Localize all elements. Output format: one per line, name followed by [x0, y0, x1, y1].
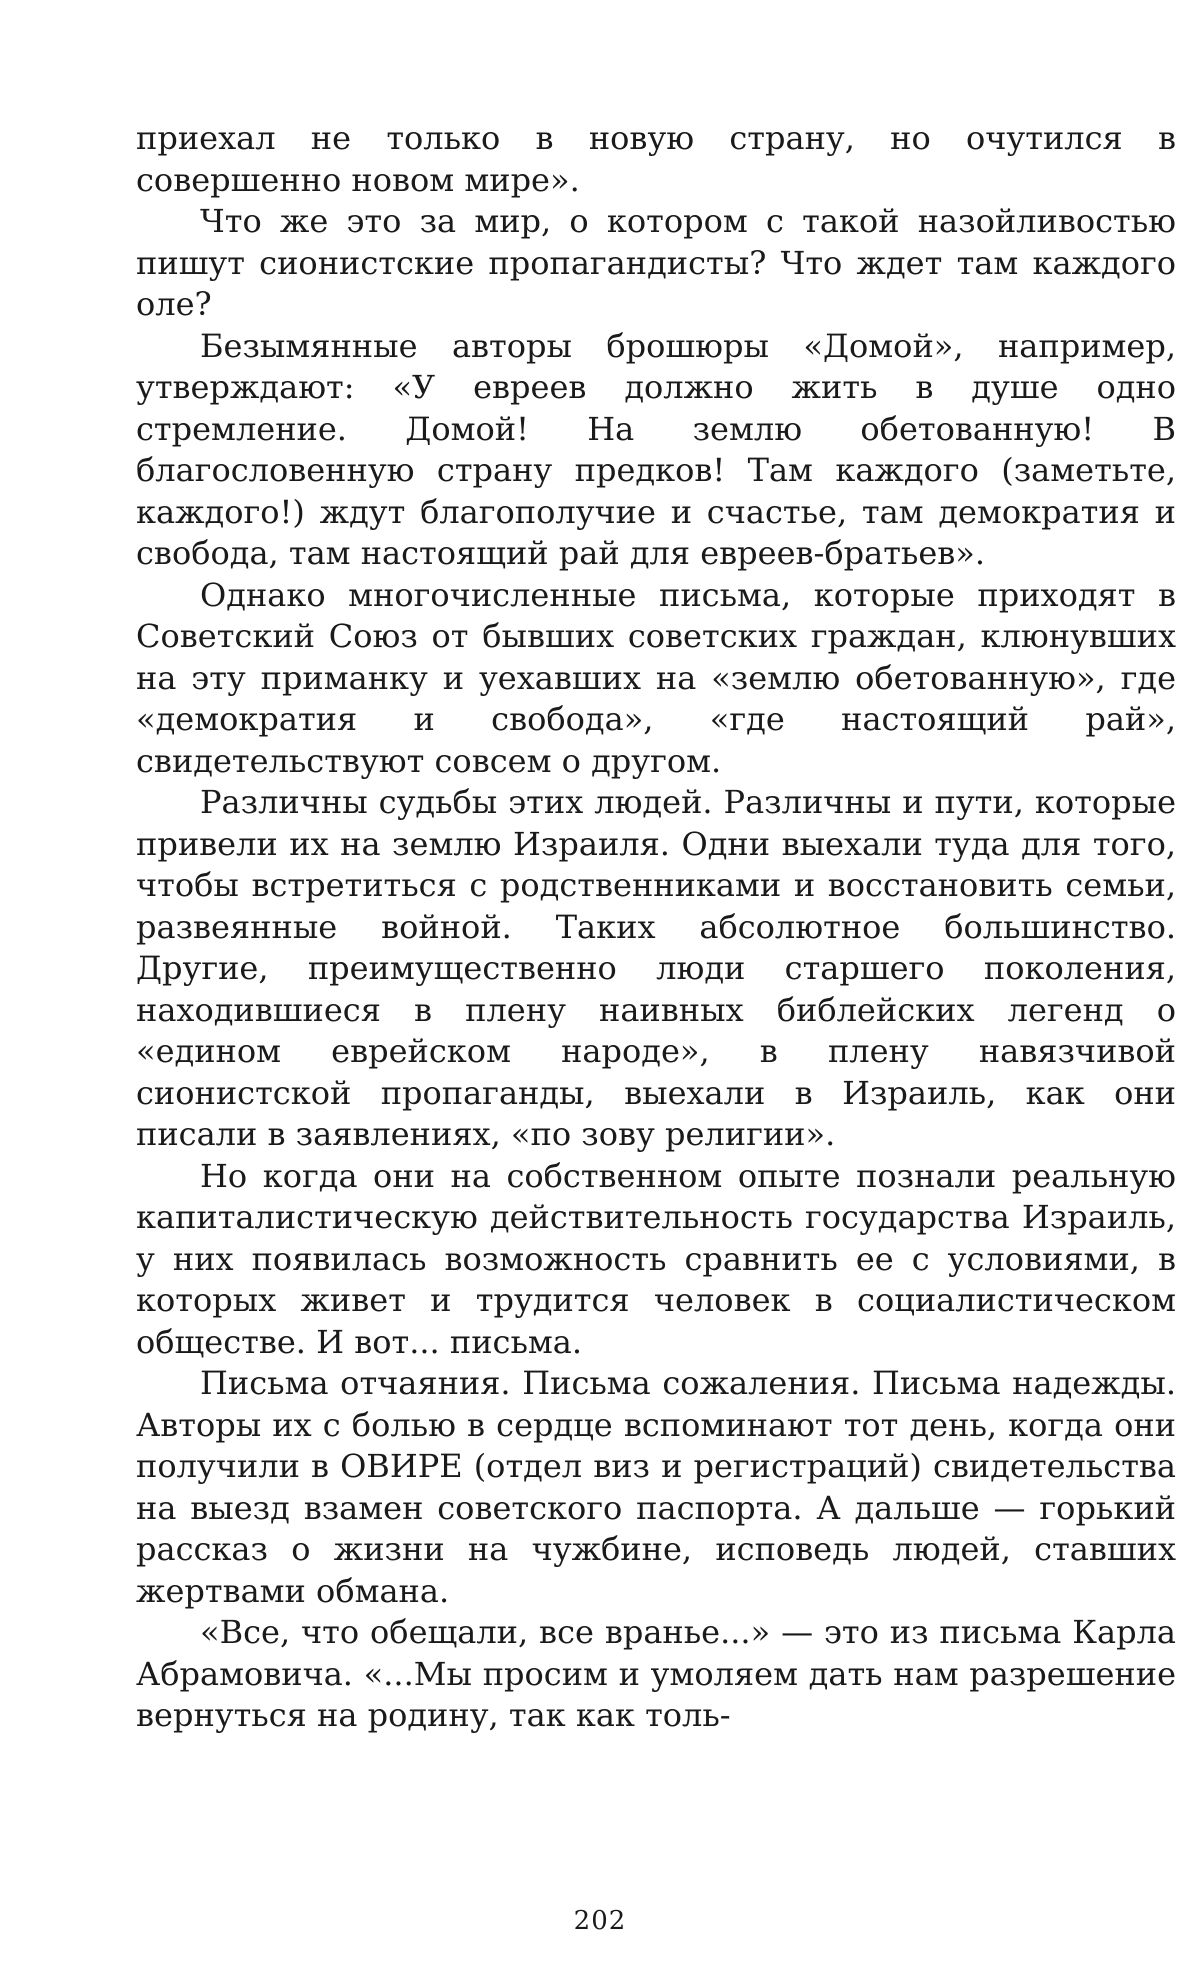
text-column [136, 118, 1176, 1737]
paragraph-2: Что же это за мир, о котором с такой назойливостью пишут сионистские пропагандисты? Что ждет там каждого оле? [136, 202, 1176, 323]
paragraph-3: Безымянные авторы брошюры «Домой», например, утверждают: «У евреев должно жить в душе одно стремление. Домой! На землю обетованную! В благословенную страну предков! Там каждого (заметьте, каждого!) ждут благополучие и счастье, там демократия и свобода, там настоящий рай для евреев-братьев». [136, 326, 1176, 572]
paragraph-6: Но когда они на собственном опыте познали реальную капиталистическую действительность государства Израиль, у них появилась возможность сравнить ее с условиями, в которых живет и трудится человек в социалистическом обществе. И вот... письма. [136, 1156, 1176, 1361]
paragraph-1: приехал не только в новую страну, но очутился в совершенно новом мире». [136, 119, 1176, 199]
paragraph-8: «Все, что обещали, все вранье...» — это из письма Карла Абрамовича. «...Мы просим и умоляем дать нам разрешение вернуться на родину, так как толь- [136, 1613, 1176, 1734]
paragraph-5: Различны судьбы этих людей. Различны и пути, которые привели их на землю Израиля. Одни выехали туда для того, чтобы встретиться с родственниками и восстановить семьи, развеянные войной. Таких абсолютное большинство. Другие, преимущественно люди старшего поколения, находившиеся в плену наивных библейских легенд о «едином еврейском народе», в плену навязчивой сионистской пропаганды, выехали в Израиль, как они писали в заявлениях, «по зову религии». [136, 783, 1176, 1153]
page-number: 202 [573, 1906, 627, 1936]
paragraph-7: Письма отчаяния. Письма сожаления. Письма надежды. Авторы их с болью в сердце вспоминают тот день, когда они получили в ОВИРЕ (отдел виз и регистраций) свидетельства на выезд взамен советского паспорта. А дальше — горький рассказ о жизни на чужбине, исповедь людей, ставших жертвами обмана. [136, 1364, 1176, 1610]
paragraph-4: Однако многочисленные письма, которые приходят в Советский Союз от бывших советских граждан, клюнувших на эту приманку и уехавших на «землю обетованную», где «демократия и свобода», «где настоящий рай», свидетельствуют совсем о другом. [136, 575, 1176, 780]
